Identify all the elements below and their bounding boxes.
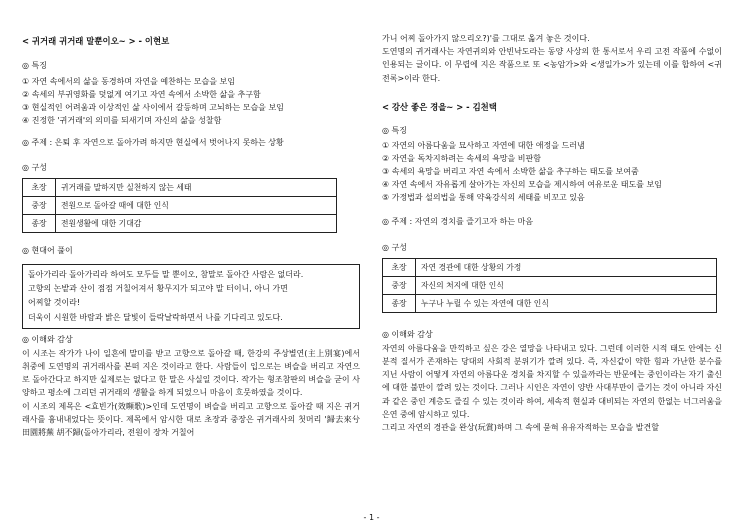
structure-key: 중장 (23, 197, 56, 215)
modern-translation-box (22, 264, 360, 329)
appreciation-heading-2: ◎ 이해와 감상 (382, 329, 433, 339)
feature-item: ⑤ 가정법과 설의법을 통해 약육강식의 세태를 비꼬고 있음 (382, 192, 585, 202)
structure-value: 전원으로 돌아갈 때에 대한 인식 (56, 197, 337, 215)
feature-item: ① 자연 속에서의 삶을 동경하며 자연을 예찬하는 모습을 보임 (22, 77, 235, 86)
feature-item: ② 자연을 독차지하려는 속세의 욕망을 비판함 (382, 153, 541, 163)
structure-value: 전원생활에 대한 기대감 (56, 215, 337, 233)
structure-key: 초장 (383, 258, 416, 276)
poem-title-1: < 귀거래 귀거래 말뿐이오~ > - 이현보 (22, 36, 170, 46)
theme-2: ◎ 주제 : 자연의 경치를 즐기고자 하는 마음 (382, 216, 534, 226)
structure-key: 종장 (383, 294, 416, 312)
left-column (22, 0, 360, 439)
structure-table-2 (382, 258, 717, 313)
structure-key: 초장 (23, 179, 56, 197)
structure-value: 자신의 처지에 대한 인식 (416, 276, 717, 294)
table-row (23, 179, 337, 197)
feature-item: ④ 진정한 '귀거래'의 의미를 되새기며 자신의 삶을 성찰함 (22, 116, 222, 125)
table-row (23, 215, 337, 233)
table-row (383, 294, 717, 312)
feature-item: ① 자연의 아름다움을 묘사하고 자연에 대한 애정을 드러냄 (382, 140, 585, 150)
poem-title-2: < 강산 좋은 경을~ > - 김천택 (382, 101, 497, 112)
feature-item: ② 속세의 부귀영화를 덧없게 여기고 자연 속에서 소박한 삶을 추구함 (22, 90, 261, 99)
page-number: - 1 - (363, 513, 380, 522)
structure-table-1 (22, 178, 337, 233)
modern-line: 더욱이 시원한 바람과 밝은 달빛이 들락날락하면서 나를 기다리고 있도다. (28, 312, 283, 322)
structure-value: 귀거래를 말하지만 실천하지 않는 세태 (56, 179, 337, 197)
table-row (23, 197, 337, 215)
feature-item: ④ 자연 속에서 자유롭게 살아가는 자신의 모습을 제시하여 여유로운 태도를 보임 (382, 179, 662, 189)
modern-line: 고향의 논밭과 산이 점점 거칠어져서 황무지가 되고야 말 터이니, 아니 가면 (28, 284, 288, 294)
appreciation-heading-1: ◎ 이해와 감상 (22, 334, 73, 344)
feature-item: ③ 현실적인 어려움과 이상적인 삶 사이에서 갈등하며 고뇌하는 모습을 보임 (22, 103, 284, 112)
structure-value: 자연 경관에 대한 상황의 가정 (416, 258, 717, 276)
appreciation-text-1: 이 시조는 작가가 나이 일흔에 말미를 받고 고향으로 돌아갈 때, 한강의 주상별연(主上別宴)에서 취중에 도연명의 귀거래사를 본떠 지은 것이라고 한다. 사람들이 입으로는 벼슬을 버리고 자연으로 돌아간다고 하지만 실제로는 없다고 한 말은 사실일 것이다. 작가는 형조참판의 벼슬을 굳이 사양하고 평소에 그리던 귀거래의 생활을 하게 되었으니 마음이 흐뭇하였을 것이다. 이 시조의 제목은 <효빈가(效嚬歌)>인데 도연명이 벼슬을 버리고 고향으로 돌아갈 때 지은 귀거래사를 흉내내었다는 뜻이다. 제목에서 암시한 대로 초장과 중장은 귀거래사의 첫머리 '歸去來兮 田園將蕪 胡不歸(돌아가리라, 전원이 장차 거칠어 (22, 348, 360, 438)
table-row (383, 276, 717, 294)
structure-key: 종장 (23, 215, 56, 233)
structure-heading-2: ◎ 구성 (382, 242, 407, 252)
table-row (383, 258, 717, 276)
modern-line: 돌아가리라 돌아가리라 하여도 모두들 말 뿐이오, 참말로 돌아간 사람은 없더라. (28, 270, 304, 279)
structure-heading-1: ◎ 구성 (22, 163, 47, 172)
features-list-1 (22, 75, 360, 127)
features-list-2 (382, 139, 722, 204)
modern-heading: ◎ 현대어 풀이 (22, 246, 73, 255)
structure-key: 중장 (383, 276, 416, 294)
modern-line: 어찌할 것이라! (28, 298, 81, 308)
feature-item: ③ 속세의 욕망을 버리고 자연 속에서 소박한 삶을 추구하는 태도를 보여줌 (382, 166, 639, 176)
appreciation-text-2: 자연의 아름다움을 만끽하고 싶은 강은 열망을 나타내고 있다. 그런데 이러한 시적 태도 안에는 신분적 질서가 존재하는 당대의 사회적 분위기가 깔려 있다. 즉, 자신같이 약한 힘과 가난한 분수를 지닌 사람이 어떻게 자연의 아름다운 경치를 차지할 수 있을까라는 반문에는 중인이라는 자기 출신에 대한 불만이 깔려 있는 것이다. 그러나 시인은 자연이 양반 사대부만이 즐기는 것이 아니라 자신과 같은 중인 계층도 즐길 수 있는 것이라 하여, 세속적 현실과 대비되는 자연의 한없는 너그러움을 은연 중에 암시하고 있다. 그리고 자연의 경관을 완상(玩賞)하며 그 속에 묻혀 유유자적하는 모습을 발견할 (382, 343, 722, 433)
continued-text: 가니 어찌 돌아가지 않으리오?)'를 그대로 옮겨 놓은 것이다. 도연명의 귀거래사는 자연귀의와 안빈낙도라는 동양 사상의 한 통서로서 우리 고전 작품에 수없이 인용되는 글이다. 이 무렵에 지은 작품으로 또 <농암가>와 <생일가>가 있는데 이를 합하여 <귀전록>이라 한다. (382, 34, 722, 83)
structure-value: 누구나 누릴 수 있는 자연에 대한 인식 (416, 294, 717, 312)
right-column (382, 0, 722, 434)
features-heading-1: ◎ 특징 (22, 61, 47, 70)
features-heading-2: ◎ 특징 (382, 125, 407, 135)
theme-1: ◎ 주제 : 은퇴 후 자연으로 돌아가려 하지만 현실에서 벗어나지 못하는 상황 (22, 138, 284, 147)
